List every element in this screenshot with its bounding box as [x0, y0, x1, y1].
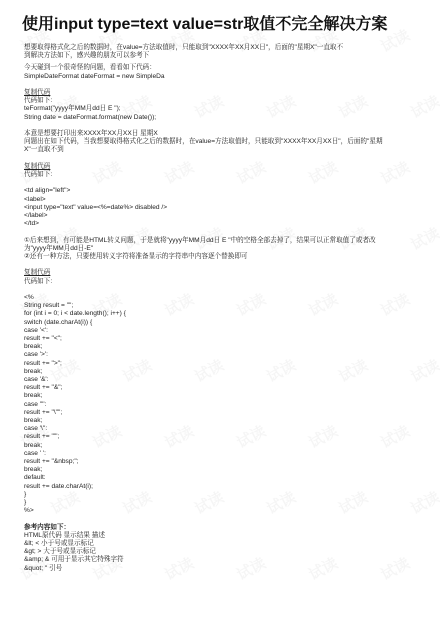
code-line: <% [24, 293, 34, 301]
reference-title: 参考内容如下： [24, 523, 71, 531]
solution-line: ①后来想到，有可能是HTML转义问题，于是就将"yyyy年MM月dd日 E "中的空格全部去掉了，结果可以正常取值了或者改 [24, 236, 376, 244]
code-line: break; [24, 441, 43, 449]
code-line: } [24, 499, 27, 507]
problem-line: 今天碰到一个很奇怪的问题，看看如下代码： [24, 64, 156, 72]
code-label: 代码如下: [24, 277, 53, 285]
code-line: break; [24, 367, 43, 375]
explain-line: X"一直取不到 [24, 146, 64, 154]
code-line: case '\'': [24, 425, 48, 433]
reference-line: &gt; > 大于号或显示标记 [24, 548, 96, 556]
code-line: result += ">"; [24, 359, 62, 367]
code-line: <input type="text" value=<%=date%> disabled /> [24, 203, 168, 211]
problem-line: SimpleDateFormat dateFormat = new SimpleDa [24, 72, 165, 80]
code-line: String date = dateFormat.format(new Date()); [24, 113, 157, 121]
code-line: result += "<"; [24, 335, 62, 342]
code-line: </label> [24, 212, 48, 219]
copy-code-link[interactable]: 复制代码 [24, 269, 51, 277]
copy-code-link[interactable]: 复制代码 [24, 89, 51, 96]
code-line: break; [24, 417, 43, 425]
code-line: </td> [24, 220, 40, 228]
intro-line: 到解决方法如下，感兴趣的朋友可以参考下 [24, 52, 150, 60]
code-line: %> [24, 507, 34, 515]
article-body [24, 44, 424, 573]
reference-line: &amp; & 可用于显示其它特殊字符 [24, 556, 124, 564]
code-line: case '&': [24, 376, 49, 384]
code-line: } [24, 490, 27, 498]
code-line: for (int i = 0; i < date.length(); i++) { [24, 310, 126, 318]
copy-code-link[interactable]: 复制代码 [24, 162, 51, 170]
explain-line: 问题出在如下代码，当我想要取得格式化之后的数据时，在value=方法取值时，只能取到"XXXX年XX月XX日"，后面的"星期 [24, 138, 383, 146]
code-block [24, 294, 424, 515]
solution-line: ②还有一种方法，只要使用转义字符将准备显示的字符串中内容逐个替换即可 [24, 253, 248, 260]
code-line: break; [24, 343, 43, 351]
solution-line: 为"yyyy年MM月dd日-E" [24, 244, 94, 252]
code-line: break; [24, 466, 43, 474]
code-label: 代码如下: [24, 97, 53, 105]
code-line: <td align="left"> [24, 187, 71, 195]
code-line: result += "&nbsp;"; [24, 458, 79, 466]
code-line: result += "'"; [24, 433, 60, 441]
reference-line: &lt; < 小于号或显示标记 [24, 540, 94, 548]
code-line: case '>': [24, 351, 48, 359]
code-line: default: [24, 474, 46, 482]
code-line: case ' ': [24, 449, 46, 457]
reference-line: HTML原代码 显示结果 描述 [24, 531, 105, 539]
page-title: 使用input type=text value=str取值不完全解决方案 [22, 16, 388, 33]
code-line: break; [24, 392, 43, 400]
code-line: teFormat("yyyy年MM月dd日 E "); [24, 105, 121, 113]
code-line: result += "\""; [24, 408, 63, 416]
code-label: 代码如下: [24, 171, 53, 178]
code-line: case '"': [24, 400, 47, 408]
code-line: switch (date.charAt(i)) { [24, 318, 93, 326]
explain-line: 本意是想要打印出来XXXX年XX月XX日 星期X [24, 130, 158, 137]
code-line: String result = ""; [24, 302, 74, 310]
code-line: result += "&"; [24, 384, 63, 392]
code-line: result += date.charAt(i); [24, 482, 93, 490]
code-line: case '<': [24, 326, 48, 334]
intro-line: 想要取得格式化之后的数据时，在value=方法取值时，只能取到"XXXX年XX月XX日"，后面的"星期X"一直取不 [24, 44, 344, 51]
reference-line: &quot; " 引号 [24, 564, 63, 572]
code-line: <label> [24, 195, 46, 203]
